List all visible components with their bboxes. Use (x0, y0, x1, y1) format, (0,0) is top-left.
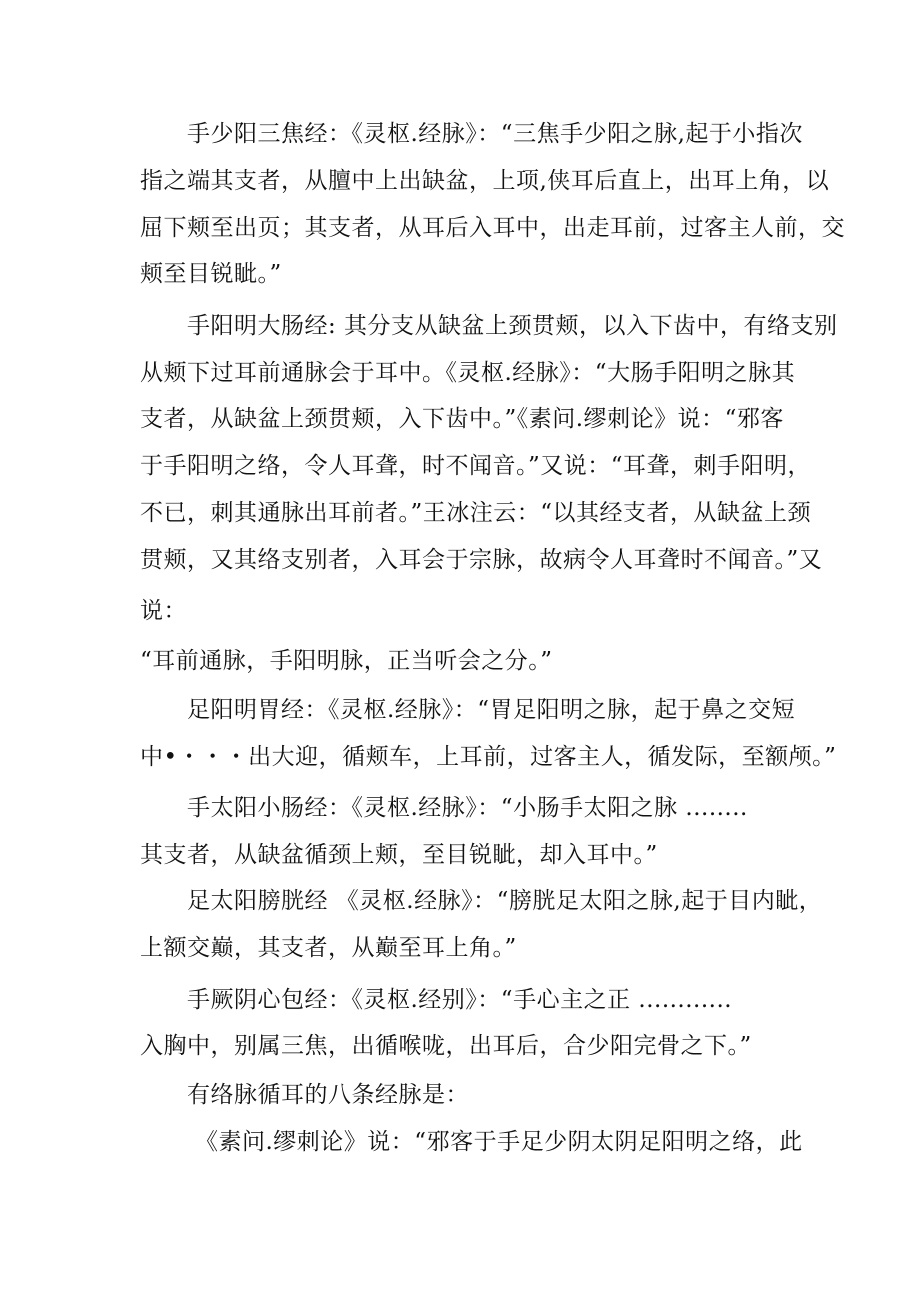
text-line: 说： (140, 598, 187, 624)
text-line: 屈下颊至出页；其支者，从耳后入耳中，出走耳前，过客主人前，交 (140, 215, 845, 241)
text-line: 不已，刺其通脉出耳前者。”王冰注云：“以其经支者，从缺盆上颈 (140, 500, 812, 526)
text-line: 有络脉循耳的八条经脉是： (187, 1082, 469, 1108)
text-line: 手少阳三焦经：《灵枢.经脉》：“三焦手少阳之脉,起于小指次 (187, 121, 803, 147)
text-line: 《素问.缪刺论》说：“邪客于手足少阴太阴足阳明之络，此 (195, 1129, 803, 1155)
text-line: “耳前通脉，手阳明脉，正当听会之分。” (140, 648, 553, 674)
text-line: 中•・・・出大迎，循颊车，上耳前，过客主人，循发际，至额颅。” (140, 744, 837, 770)
text-line: 指之端其支者，从膻中上出缺盆，上项,侠耳后直上，出耳上角，以 (140, 168, 830, 194)
text-line: 手阳明大肠经: 其分支从缺盆上颈贯颊，以入下齿中，有络支别 (187, 313, 838, 339)
text-line: 支者，从缺盆上颈贯颊，入下齿中。”《素问.缪刺论》说：“邪客 (140, 406, 784, 432)
text-line: 贯颊，又其络支别者，入耳会于宗脉，故病令人耳聋时不闻音。”又 (140, 547, 823, 573)
text-line: 手太阳小肠经：《灵枢.经脉》：“小肠手太阳之脉 ........ (187, 795, 748, 821)
text-line: 入胸中，别属三焦，出循喉咙，出耳后，合少阳完骨之下。” (140, 1033, 752, 1059)
text-line: 从颊下过耳前通脉会于耳中。《灵枢.经脉》：“大肠手阳明之脉其 (140, 360, 796, 386)
text-line: 上额交巅，其支者，从巅至耳上角。” (140, 935, 517, 961)
text-line: 其支者，从缺盆循颈上颊，至目锐眦，却入耳中。” (140, 842, 658, 868)
text-line: 足阳明胃经：《灵枢.经脉》：“胃足阳明之脉，起于鼻之交短 (187, 697, 796, 723)
text-line: 手厥阴心包经：《灵枢.经别》：“手心主之正 ............ (187, 987, 733, 1013)
text-line: 于手阳明之络，令人耳聋，时不闻音。”又说：“耳聋，刺手阳明， (140, 453, 812, 479)
text-line: 足太阳膀胱经 《灵枢.经脉》：“膀胱足太阳之脉,起于目内眦， (187, 888, 823, 914)
text-line: 颊至目锐眦。” (140, 261, 282, 287)
